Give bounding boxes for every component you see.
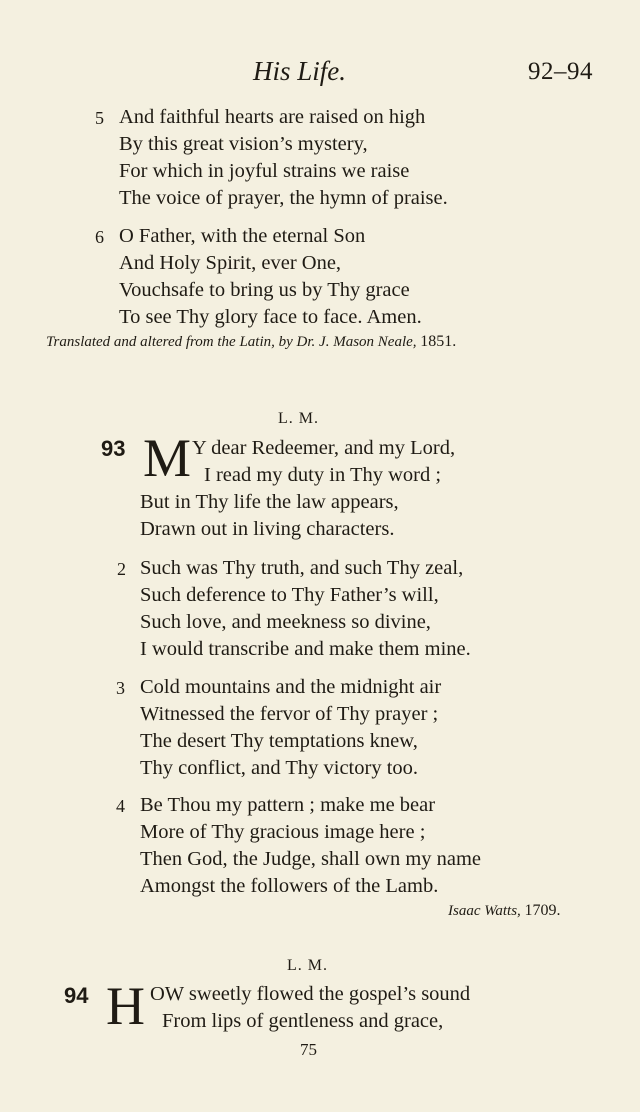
attribution-text: Isaac Watts,: [448, 903, 521, 919]
verse-line: By this great vision’s mystery,: [119, 133, 368, 155]
verse-line: But in Thy life the law appears,: [140, 491, 399, 513]
verse-line: I would transcribe and make them mine.: [140, 638, 471, 660]
verse-line: For which in joyful strains we raise: [119, 160, 410, 182]
verse-line: Thy conflict, and Thy victory too.: [140, 757, 419, 779]
stanza-number: 3: [116, 678, 125, 698]
meter-label: L. M.: [278, 410, 319, 427]
running-title: His Life.: [253, 56, 347, 86]
attribution: [46, 333, 456, 351]
verse-line: The voice of prayer, the hymn of praise.: [119, 187, 448, 209]
verse-line: I read my duty in Thy word ;: [204, 464, 442, 486]
stanza-number: 2: [117, 559, 126, 579]
verse-line: And Holy Spirit, ever One,: [119, 252, 342, 274]
verse-line: Amongst the followers of the Lamb.: [140, 875, 439, 897]
stanza-number: 5: [95, 108, 104, 128]
verse-line: To see Thy glory face to face. Amen.: [119, 306, 422, 328]
attribution-text: Translated and altered from the Latin, by Dr. J. Mason Neale,: [46, 334, 417, 350]
verse-line: Such was Thy truth, and such Thy zeal,: [140, 557, 464, 579]
hymn-number: 93: [101, 436, 126, 461]
verse-line: And faithful hearts are raised on high: [119, 106, 426, 128]
verse-line: Such deference to Thy Father’s will,: [140, 584, 439, 606]
stanza-number: 4: [116, 796, 125, 816]
meter-label: L. M.: [287, 957, 328, 974]
verse-line: O Father, with the eternal Son: [119, 225, 366, 247]
attribution-year: 1709.: [524, 902, 561, 919]
hymn-range: 92–94: [528, 58, 593, 85]
verse-line: Witnessed the fervor of Thy prayer ;: [140, 703, 439, 725]
hymn-number: 94: [64, 983, 89, 1008]
stanza-number: 6: [95, 227, 104, 247]
drop-cap: H: [106, 976, 145, 1036]
attribution-year: 1851.: [420, 333, 457, 350]
verse-line: The desert Thy temptations knew,: [140, 730, 418, 752]
verse-line: Vouchsafe to bring us by Thy grace: [119, 279, 410, 301]
page-number: 75: [300, 1040, 317, 1059]
verse-line: OW sweetly flowed the gospel’s sound: [150, 983, 471, 1005]
verse-line: From lips of gentleness and grace,: [162, 1010, 444, 1032]
verse-line: Drawn out in living characters.: [140, 518, 395, 540]
verse-line: More of Thy gracious image here ;: [140, 821, 426, 843]
verse-line: Cold mountains and the midnight air: [140, 676, 442, 698]
attribution: [448, 902, 561, 920]
verse-line: Y dear Redeemer, and my Lord,: [192, 437, 456, 459]
verse-line: Then God, the Judge, shall own my name: [140, 848, 482, 870]
drop-cap: M: [143, 428, 192, 488]
verse-line: Be Thou my pattern ; make me bear: [140, 794, 436, 816]
verse-line: Such love, and meekness so divine,: [140, 611, 431, 633]
